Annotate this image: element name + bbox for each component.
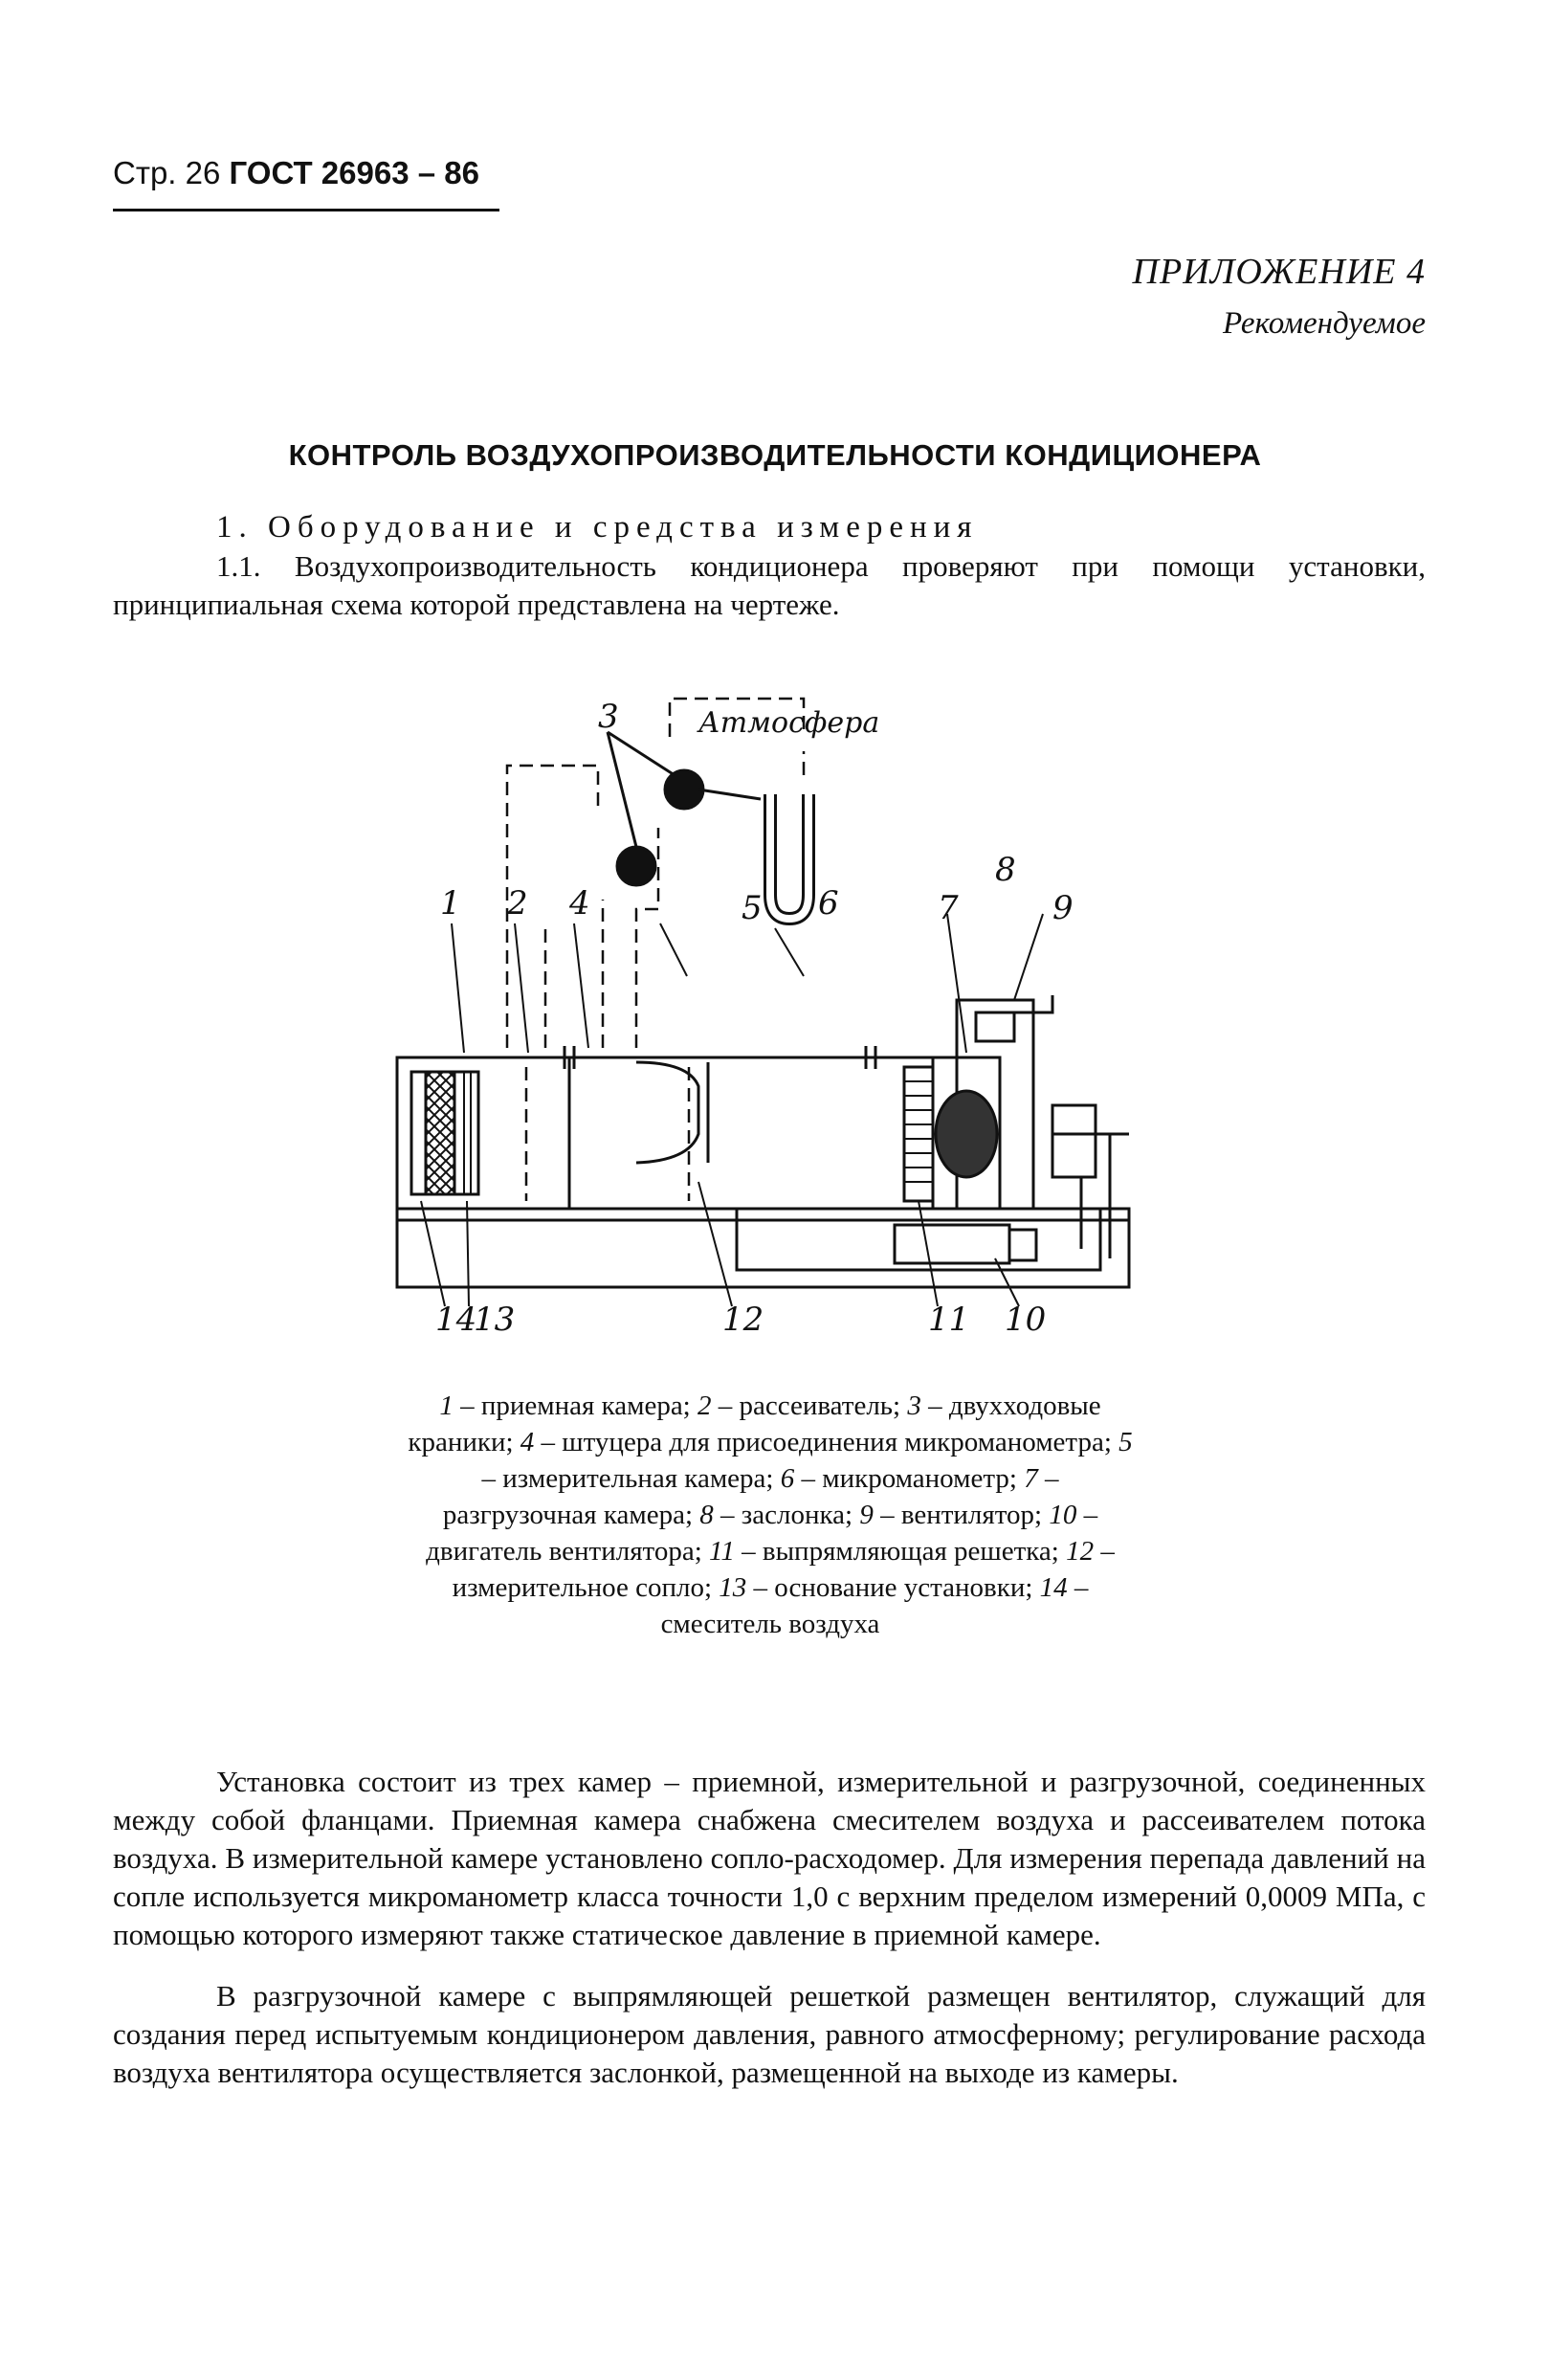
legend-text: – выпрямляющая решетка; (734, 1536, 1067, 1567)
label-4: 4 (569, 884, 590, 923)
legend-text: – измерительное сопло; (452, 1536, 1115, 1603)
measuring-chamber (569, 1057, 933, 1209)
paragraph-installation: Установка состоит из трех камер – приемной, измерительной и разгрузочной, соединенных между собой фланцами. Приемная камера снабжена смесителем воздуха и рассеивателем потока воздуха. В измерительной камере установлено сопло-расходомер. Для измерения перепада давлений на сопле используется микроманометр класса точности 1,0 с верхним пределом измерений 0,0009 МПа, с помощью которого измеряют также статическое давление в приемной камере. (113, 1765, 1426, 1951)
label-3: 3 (598, 698, 619, 736)
legend-text: – вентилятор; (873, 1500, 1050, 1530)
legend-text: – смеситель воздуха (660, 1572, 1089, 1639)
legend-number: 11 (709, 1536, 735, 1567)
page-header (113, 155, 479, 191)
legend-number: 10 (1049, 1500, 1077, 1530)
paragraph-1-1: 1.1. Воздухопроизводительность кондиционера проверяют при помощи установки, принципиальная схема которой представлена на чертеже. (113, 549, 1426, 621)
installation-diagram (383, 684, 1148, 1373)
fan (936, 1091, 997, 1177)
legend-text: – штуцера для присоединения микроманометра; (534, 1427, 1119, 1457)
legend-text: – рассеиватель; (711, 1390, 908, 1421)
header-divider (113, 209, 499, 211)
label-2: 2 (507, 884, 528, 923)
legend-number: 8 (699, 1500, 714, 1530)
legend-text: – двигатель вентилятора; (426, 1500, 1098, 1567)
legend-number: 9 (859, 1500, 874, 1530)
legend-text: – разгрузочная камера; (442, 1463, 1059, 1530)
page-number: Стр. 26 (113, 155, 221, 190)
motor-housing (737, 1209, 1100, 1270)
label-10: 10 (1005, 1301, 1047, 1339)
motor (895, 1225, 1009, 1263)
label-13: 13 (474, 1301, 516, 1339)
label-12: 12 (722, 1301, 764, 1339)
mixer-hatch (426, 1072, 454, 1194)
label-11: 11 (928, 1301, 970, 1339)
label-14: 14 (435, 1301, 477, 1339)
figure-legend (402, 1388, 1139, 1642)
document-title: КОНТРОЛЬ ВОЗДУХОПРОИЗВОДИТЕЛЬНОСТИ КОНДИЦИОНЕРА (288, 438, 1262, 472)
label-9: 9 (1052, 889, 1074, 927)
legend-number: 1 (439, 1390, 454, 1421)
legend-text: – микроманометр; (794, 1463, 1025, 1494)
section-heading: 1. Оборудование и средства измерения (216, 510, 979, 545)
legend-number: 12 (1066, 1536, 1095, 1567)
legend-text: – двухходовые краники; (408, 1390, 1101, 1457)
manometer (770, 794, 808, 919)
legend-text: – заслонка; (713, 1500, 860, 1530)
legend-number: 14 (1039, 1572, 1068, 1603)
valve-right (665, 770, 703, 809)
damper (976, 1012, 1014, 1041)
legend-number: 7 (1024, 1463, 1038, 1494)
label-1: 1 (440, 884, 461, 923)
label-7: 7 (938, 889, 959, 927)
appendix-status: Рекомендуемое (1222, 306, 1426, 341)
legend-number: 6 (780, 1463, 795, 1494)
label-5: 5 (742, 889, 763, 927)
legend-text: – основание установки; (746, 1572, 1040, 1603)
legend-text: – приемная камера; (453, 1390, 698, 1421)
legend-number: 3 (907, 1390, 921, 1421)
legend-number: 2 (698, 1390, 712, 1421)
legend-number: 5 (1118, 1427, 1133, 1457)
legend-text: – измерительная камера; (481, 1463, 781, 1494)
label-8: 8 (995, 851, 1016, 889)
legend-number: 4 (520, 1427, 535, 1457)
label-atmosphere: Атмосфера (698, 706, 880, 740)
receiving-chamber (397, 1057, 569, 1209)
appendix-label: ПРИЛОЖЕНИЕ 4 (1132, 252, 1426, 292)
standard-number: ГОСТ 26963 – 86 (229, 155, 479, 190)
legend-number: 13 (719, 1572, 747, 1603)
appendix-block (1133, 251, 1426, 342)
label-6: 6 (818, 884, 839, 923)
paragraph-unloading: В разгрузочной камере с выпрямляющей решеткой размещен вентилятор, служащий для создания перед испытуемым кондиционером давления, равного атмосферному; регулирование расхода воздуха вентилятора осуществляется заслонкой, размещенной на выходе из камеры. (113, 1979, 1426, 2089)
valve-left (617, 847, 655, 885)
